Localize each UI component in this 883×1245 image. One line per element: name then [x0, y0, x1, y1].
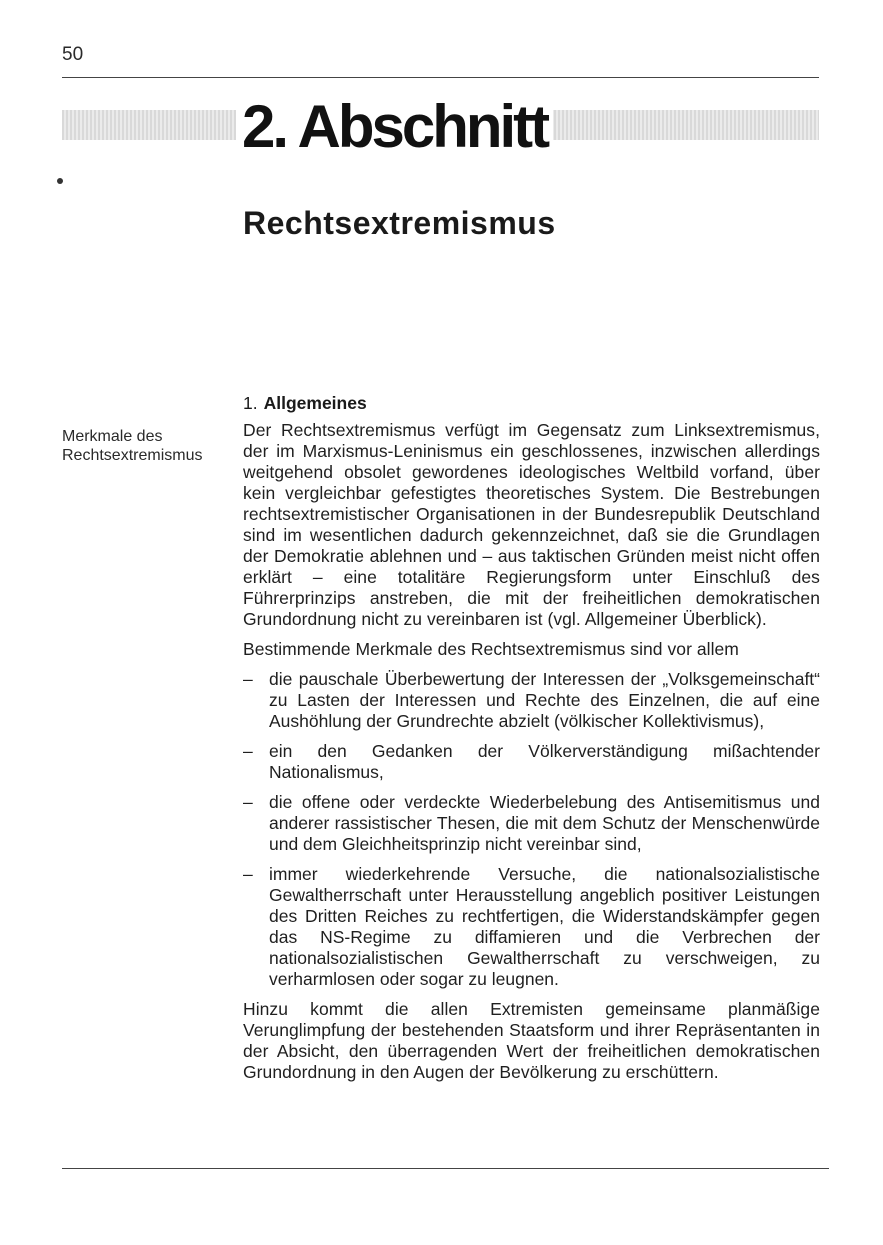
criteria-lead-paragraph: Bestimmende Merkmale des Rechtsextremismus sind vor allem	[243, 639, 739, 659]
criteria-list	[243, 669, 820, 990]
main-content	[243, 392, 820, 1092]
subsection-heading	[243, 392, 820, 414]
section-subtitle: Rechtsextremismus	[243, 205, 556, 241]
intro-paragraph: Der Rechtsextremismus verfügt im Gegensatz zum Linksextremismus, der im Marxismus-Leninismus ein geschlossenes, inzwischen allerdings weitgehend obsolet gewordenes ideologisches Weltbild vorfand, über kein vergleichbar gefestigtes theoretisches System. Die Bestrebungen rechtsextremistischer Organisationen in der Bundesrepublik Deutschland sind im wesentlichen dadurch gekennzeichnet, daß sie die Grundlagen der Demokratie ablehnen und – aus taktischen Gründen meist nicht offen erklärt – eine totalitäre Regierungsform unter Einschluß des Führerprinzips anstreben, die mit der freiheitlichen demokratischen Grundordnung nicht zu vereinbaren ist (vgl. Allgemeiner Überblick).	[243, 420, 820, 629]
subsection-number: 1.	[243, 393, 258, 413]
list-dash: –	[243, 741, 253, 761]
list-dash: –	[243, 864, 253, 884]
page-number: 50	[62, 44, 84, 65]
margin-dot	[57, 178, 63, 184]
section-heading: 2. Abschnitt	[236, 86, 553, 168]
list-item-text: die pauschale Überbewertung der Interessen der „Volksgemeinschaft“ zu Lasten der Interessen und Rechte des Einzelnen, die auf eine Aushöhlung der Grundrechte abzielt (völkischer Kollektivismus),	[269, 669, 820, 731]
list-item-text: ein den Gedanken der Völkerverständigung mißachtender Nationalismus,	[269, 741, 820, 782]
list-item	[243, 792, 820, 855]
bottom-divider	[62, 1168, 829, 1169]
margin-note	[62, 427, 232, 465]
list-dash: –	[243, 792, 253, 812]
list-item-text: immer wiederkehrende Versuche, die nationalsozialistische Gewaltherrschaft unter Herausstellung angeblich positiver Leistungen des Dritten Reiches zu rechtfertigen, die Widerstandskämpfer gegen das NS-Regime zu diffamieren und die Verbrechen der nationalsozialistischen Gewaltherrschaft zu verschweigen, zu verharmlosen oder sogar zu leugnen.	[269, 864, 820, 989]
subsection-title: Allgemeines	[263, 393, 367, 413]
top-divider	[62, 77, 819, 78]
list-dash: –	[243, 669, 253, 689]
list-item	[243, 669, 820, 732]
list-item	[243, 864, 820, 990]
margin-note-line-2: Rechtsextremismus	[62, 447, 203, 464]
list-item	[243, 741, 820, 783]
list-item-text: die offene oder verdeckte Wiederbelebung des Antisemitismus und anderer rassistischer Thesen, die mit dem Schutz der Menschenwürde und dem Gleichheitsprinzip nicht vereinbar sind,	[269, 792, 820, 854]
margin-note-line-1: Merkmale des	[62, 428, 163, 445]
closing-paragraph: Hinzu kommt die allen Extremisten gemeinsame planmäßige Verunglimpfung der bestehenden Staatsform und ihrer Repräsentanten in der Absicht, den überragenden Wert der freiheitlichen demokratischen Grundordnung in den Augen der Bevölkerung zu erschüttern.	[243, 999, 820, 1082]
